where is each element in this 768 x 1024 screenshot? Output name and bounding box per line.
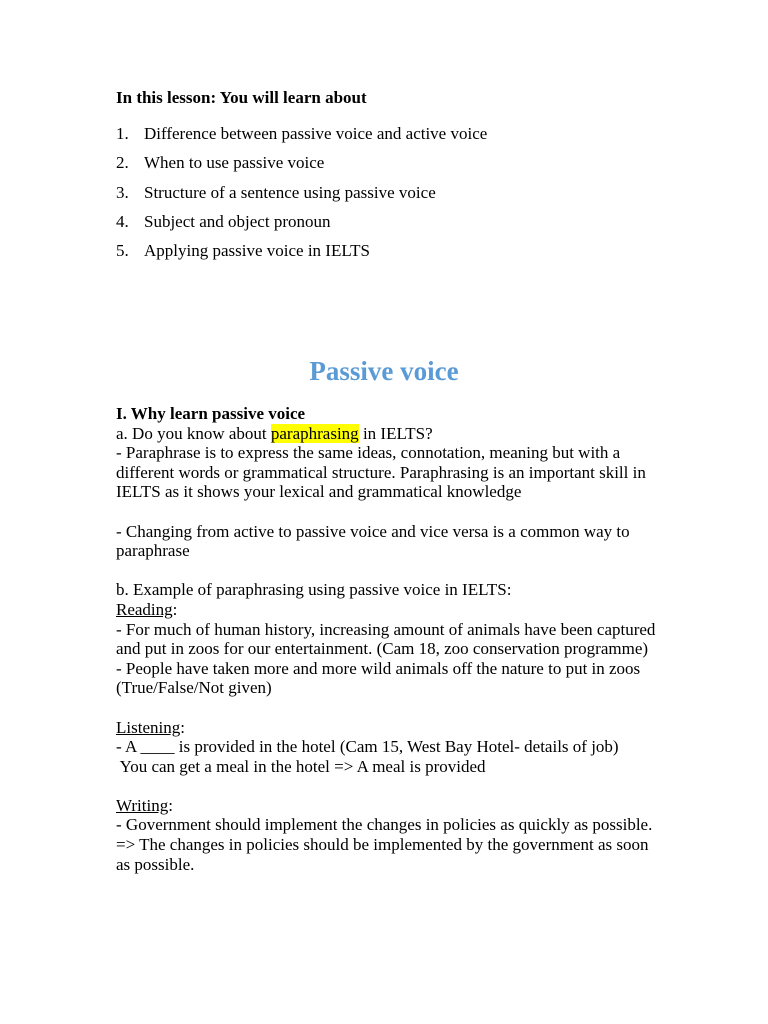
list-item-text: Difference between passive voice and active voice [144, 124, 488, 143]
lesson-list [116, 124, 487, 270]
list-item-number: 1. [116, 124, 129, 143]
listening-example-1: - A ____ is provided in the hotel (Cam 15, West Bay Hotel- details of job) [116, 737, 619, 757]
list-item [116, 212, 487, 241]
spacer [116, 502, 661, 522]
section-body [116, 404, 661, 874]
question-a-suffix: in IELTS? [358, 423, 433, 443]
list-item [116, 153, 487, 182]
spacer [116, 776, 661, 796]
writing-label-line [116, 796, 661, 816]
list-item-text: Applying passive voice in IELTS [144, 241, 371, 261]
section-heading: I. Why learn passive voice [116, 404, 306, 423]
paraphrase-definition: - Paraphrase is to express the same ideas, connotation, meaning but with a different words or grammatical structure. Paraphrasing is an important skill in IELTS as it shows your lexical and grammatical knowledge [116, 443, 646, 502]
reading-example-1: - For much of human history, increasing amount of animals have been captured and put in zoos for our entertainment. (Cam 18, zoo conservation programme) [116, 619, 656, 659]
reading-example-2: - People have taken more and more wild animals off the nature to put in zoos (True/False/Not given) [116, 658, 641, 698]
paraphrase-method: - Changing from active to passive voice and vice versa is a common way to paraphrase [116, 521, 630, 561]
list-item-text: Structure of a sentence using passive voice [144, 182, 436, 202]
lesson-heading: In this lesson: You will learn about [116, 88, 367, 107]
listening-label-line [116, 718, 661, 738]
list-item-number: 4. [116, 211, 129, 231]
list-item-number: 3. [116, 182, 129, 202]
writing-example-2: => The changes in policies should be implemented by the government as soon as possible. [116, 835, 649, 874]
question-a [116, 424, 661, 444]
page-title: Passive voice [309, 356, 459, 386]
listening-example-2: You can get a meal in the hotel => A meal is provided [116, 756, 486, 776]
writing-example-1: - Government should implement the changes in policies as quickly as possible. [116, 815, 653, 835]
list-item-text: When to use passive voice [144, 153, 325, 173]
spacer [116, 698, 661, 718]
spacer [116, 561, 661, 581]
list-item [116, 124, 487, 153]
list-item-number: 5. [116, 241, 129, 261]
list-item-number: 2. [116, 153, 129, 173]
listening-label: Listening [116, 717, 181, 737]
writing-label: Writing [116, 795, 169, 815]
reading-label-line [116, 600, 661, 620]
list-item [116, 241, 487, 270]
question-a-prefix: a. Do you know about [116, 423, 271, 443]
list-item-text: Subject and object pronoun [144, 211, 331, 231]
reading-label: Reading [116, 599, 173, 619]
list-item [116, 183, 487, 212]
highlighted-term: paraphrasing [270, 423, 359, 443]
reading-colon: : [172, 599, 178, 619]
writing-colon: : [168, 795, 173, 815]
question-b: b. Example of paraphrasing using passive voice in IELTS: [116, 580, 512, 600]
listening-colon: : [180, 717, 185, 737]
